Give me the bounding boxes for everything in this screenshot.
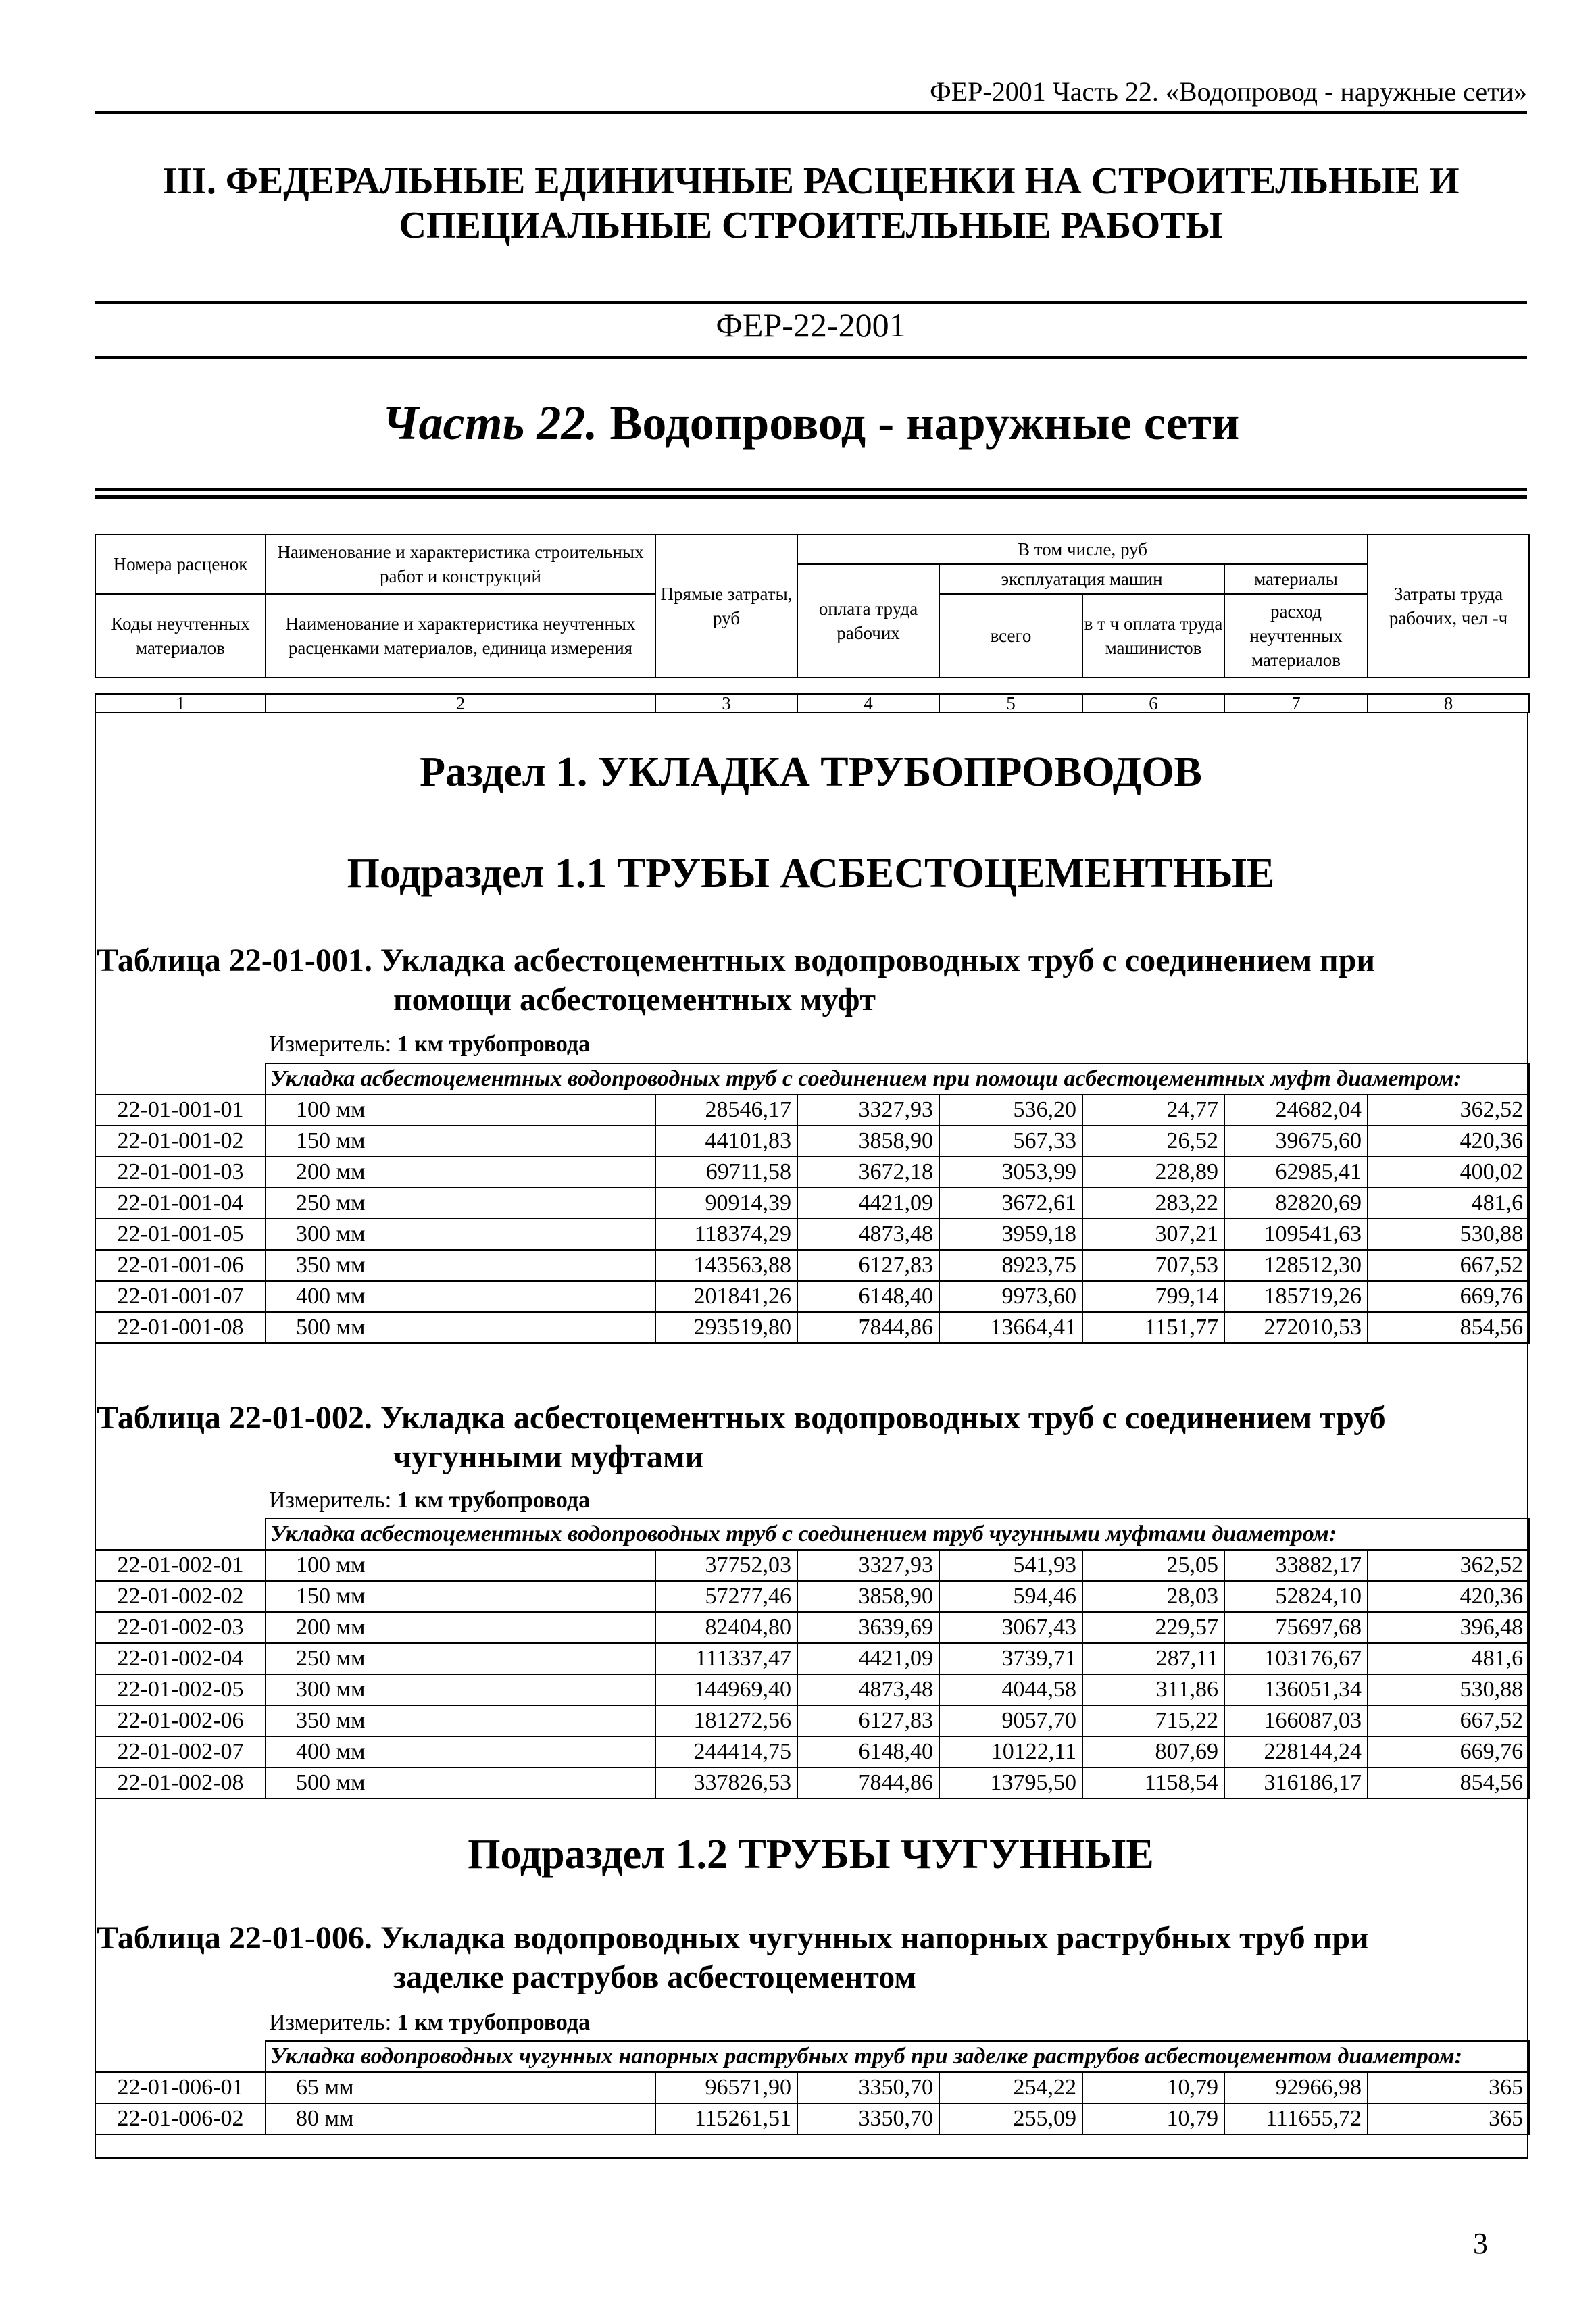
labor-hours: 365 [1368,2103,1529,2134]
table-title-line-1: Таблица 22-01-001. Укладка асбестоцементных водопроводных труб с соединением при [97,942,1376,978]
pipe-diameter: 100 мм [266,1095,655,1126]
col-codes-unaccounted: Коды неучтенных материалов [95,594,266,678]
driver-pay: 26,52 [1082,1126,1224,1157]
materials-cost: 272010,53 [1224,1312,1368,1343]
labor-pay: 3327,93 [797,1095,939,1126]
machine-total: 3959,18 [939,1219,1082,1250]
labor-hours: 854,56 [1368,1767,1529,1799]
driver-pay: 10,79 [1082,2103,1224,2134]
col-num: 5 [939,694,1082,713]
measure-value: 1 км трубопровода [397,1488,591,1513]
labor-pay: 4873,48 [797,1674,939,1705]
measure-unit [269,1032,590,1057]
machine-total: 594,46 [939,1581,1082,1612]
part-title [95,395,1527,451]
direct-costs: 82404,80 [655,1612,797,1643]
table-row [95,1674,1529,1705]
driver-pay: 28,03 [1082,1581,1224,1612]
materials-cost: 39675,60 [1224,1126,1368,1157]
labor-hours: 667,52 [1368,1705,1529,1736]
driver-pay: 283,22 [1082,1188,1224,1219]
machine-total: 254,22 [939,2072,1082,2103]
machine-total: 13664,41 [939,1312,1082,1343]
pipe-diameter: 350 мм [266,1705,655,1736]
col-num: 1 [95,694,266,713]
pipe-diameter: 200 мм [266,1157,655,1188]
labor-pay: 3672,18 [797,1157,939,1188]
measure-unit [269,1488,590,1513]
direct-costs: 337826,53 [655,1767,797,1799]
subsection-title: Подраздел 1.2 ТРУБЫ ЧУГУННЫЕ [468,1832,1154,1878]
table-description: Укладка водопроводных чугунных напорных раструбных труб при заделке раструбов асбестоцементом диаметром: [266,2041,1529,2072]
driver-pay: 10,79 [1082,2072,1224,2103]
rate-code: 22-01-006-02 [95,2103,266,2134]
labor-pay: 3858,90 [797,1126,939,1157]
direct-costs: 28546,17 [655,1095,797,1126]
table-title-line-1: Таблица 22-01-006. Укладка водопроводных чугунных напорных раструбных труб при [97,1920,1369,1956]
rate-code: 22-01-001-04 [95,1188,266,1219]
pipe-diameter: 150 мм [266,1126,655,1157]
direct-costs: 57277,46 [655,1581,797,1612]
direct-costs: 115261,51 [655,2103,797,2134]
labor-hours: 481,6 [1368,1188,1529,1219]
rate-code: 22-01-001-06 [95,1250,266,1281]
direct-costs: 111337,47 [655,1643,797,1674]
rate-code: 22-01-006-01 [95,2072,266,2103]
table-row [95,1095,1529,1126]
col-unaccounted-name: Наименование и характеристика неучтенных расценками материалов, единица измерения [266,594,655,678]
table-title-line-2: помощи асбестоцементных муфт [393,982,876,1017]
table-row [95,1188,1529,1219]
table-title [95,1399,1527,1477]
main-title-line-2: СПЕЦИАЛЬНЫЕ СТРОИТЕЛЬНЫЕ РАБОТЫ [399,205,1223,247]
table-row [95,1219,1529,1250]
labor-hours: 530,88 [1368,1219,1529,1250]
direct-costs: 90914,39 [655,1188,797,1219]
driver-pay: 311,86 [1082,1674,1224,1705]
table-title [95,941,1527,1020]
labor-pay: 3350,70 [797,2072,939,2103]
pipe-diameter: 300 мм [266,1219,655,1250]
table-row [95,1612,1529,1643]
labor-pay: 6127,83 [797,1705,939,1736]
labor-pay: 3327,93 [797,1550,939,1581]
rates-table [95,1063,1530,1344]
labor-hours: 854,56 [1368,1312,1529,1343]
table-description: Укладка асбестоцементных водопроводных труб с соединением труб чугунными муфтами диаметром: [266,1519,1529,1550]
col-num: 3 [655,694,797,713]
col-num: 2 [266,694,655,713]
col-direct-costs: Прямые затраты, руб [655,534,797,678]
driver-pay: 1158,54 [1082,1767,1224,1799]
direct-costs: 244414,75 [655,1736,797,1767]
materials-cost: 228144,24 [1224,1736,1368,1767]
rate-code: 22-01-002-01 [95,1550,266,1581]
rate-code: 22-01-001-01 [95,1095,266,1126]
measure-label: Измеритель: [269,1488,392,1513]
driver-pay: 25,05 [1082,1550,1224,1581]
machine-total: 9973,60 [939,1281,1082,1312]
table-row [95,1581,1529,1612]
col-rate-numbers: Номера расценок [95,534,266,594]
labor-hours: 396,48 [1368,1612,1529,1643]
pipe-diameter: 400 мм [266,1281,655,1312]
rates-table [95,2040,1530,2135]
code-rule-bottom [95,356,1527,359]
page-number: 3 [1473,2227,1488,2260]
materials-cost: 103176,67 [1224,1643,1368,1674]
col-materials: материалы [1224,564,1368,594]
materials-cost: 136051,34 [1224,1674,1368,1705]
direct-costs: 96571,90 [655,2072,797,2103]
labor-pay: 4421,09 [797,1188,939,1219]
machine-total: 541,93 [939,1550,1082,1581]
pipe-diameter: 65 мм [266,2072,655,2103]
col-unaccounted-use: расход неучтенных материалов [1224,594,1368,678]
labor-pay: 6127,83 [797,1250,939,1281]
direct-costs: 37752,03 [655,1550,797,1581]
measure-value: 1 км трубопровода [397,1032,591,1057]
driver-pay: 24,77 [1082,1095,1224,1126]
col-num: 4 [797,694,939,713]
col-machine-ops: эксплуатация машин [939,564,1224,594]
subsection-title: Подраздел 1.1 ТРУБЫ АСБЕСТОЦЕМЕНТНЫЕ [347,851,1275,897]
rate-code: 22-01-002-04 [95,1643,266,1674]
labor-pay: 7844,86 [797,1767,939,1799]
measure-unit [269,2010,590,2036]
driver-pay: 228,89 [1082,1157,1224,1188]
driver-pay: 807,69 [1082,1736,1224,1767]
table-description: Укладка асбестоцементных водопроводных труб с соединением при помощи асбестоцементных муфт диаметром: [266,1063,1529,1095]
labor-pay: 7844,86 [797,1312,939,1343]
materials-cost: 111655,72 [1224,2103,1368,2134]
driver-pay: 229,57 [1082,1612,1224,1643]
materials-cost: 92966,98 [1224,2072,1368,2103]
col-num: 7 [1224,694,1368,713]
machine-total: 3739,71 [939,1643,1082,1674]
labor-hours: 669,76 [1368,1281,1529,1312]
running-header: ФЕР-2001 Часть 22. «Водопровод - наружные сети» [930,76,1527,107]
labor-pay: 6148,40 [797,1281,939,1312]
rates-table [95,1518,1530,1799]
col-num: 8 [1368,694,1529,713]
rate-code: 22-01-001-02 [95,1126,266,1157]
code-rule-top [95,301,1527,304]
col-work-name: Наименование и характеристика строительных работ и конструкций [266,534,655,594]
rate-code: 22-01-001-08 [95,1312,266,1343]
part-rule-1 [95,488,1527,491]
pipe-diameter: 500 мм [266,1767,655,1799]
col-machine-total: всего [939,594,1082,678]
materials-cost: 75697,68 [1224,1612,1368,1643]
materials-cost: 82820,69 [1224,1188,1368,1219]
machine-total: 3053,99 [939,1157,1082,1188]
materials-cost: 316186,17 [1224,1767,1368,1799]
table-title-line-2: чугунными муфтами [393,1439,704,1475]
direct-costs: 293519,80 [655,1312,797,1343]
measure-label: Измеритель: [269,2010,392,2035]
rate-code: 22-01-002-05 [95,1674,266,1705]
direct-costs: 181272,56 [655,1705,797,1736]
rate-code: 22-01-002-03 [95,1612,266,1643]
section-title: Раздел 1. УКЛАДКА ТРУБОПРОВОДОВ [420,749,1202,795]
driver-pay: 707,53 [1082,1250,1224,1281]
pipe-diameter: 150 мм [266,1581,655,1612]
pipe-diameter: 500 мм [266,1312,655,1343]
rate-code: 22-01-002-06 [95,1705,266,1736]
materials-cost: 128512,30 [1224,1250,1368,1281]
labor-hours: 362,52 [1368,1550,1529,1581]
col-labor-costs: Затраты труда рабочих, чел -ч [1368,534,1529,678]
labor-pay: 3639,69 [797,1612,939,1643]
table-row [95,2103,1529,2134]
labor-hours: 420,36 [1368,1581,1529,1612]
labor-pay: 4873,48 [797,1219,939,1250]
table-row [95,1157,1529,1188]
materials-cost: 166087,03 [1224,1705,1368,1736]
table-row [95,1767,1529,1799]
pipe-diameter: 350 мм [266,1250,655,1281]
main-title-line-1: III. ФЕДЕРАЛЬНЫЕ ЕДИНИЧНЫЕ РАСЦЕНКИ НА СТРОИТЕЛЬНЫЕ И [162,160,1460,202]
pipe-diameter: 400 мм [266,1736,655,1767]
table-row [95,1312,1529,1343]
collection-code: ФЕР-22-2001 [716,306,906,344]
table-title [95,1919,1527,1997]
column-number-row [95,693,1530,713]
labor-pay: 4421,09 [797,1643,939,1674]
rate-code: 22-01-001-03 [95,1157,266,1188]
table-title-line-2: заделке раструбов асбестоцементом [393,1959,916,1995]
labor-hours: 420,36 [1368,1126,1529,1157]
rate-code: 22-01-001-05 [95,1219,266,1250]
direct-costs: 143563,88 [655,1250,797,1281]
driver-pay: 1151,77 [1082,1312,1224,1343]
labor-hours: 362,52 [1368,1095,1529,1126]
labor-hours: 365 [1368,2072,1529,2103]
rate-code: 22-01-002-02 [95,1581,266,1612]
machine-total: 9057,70 [939,1705,1082,1736]
labor-pay: 3350,70 [797,2103,939,2134]
driver-pay: 715,22 [1082,1705,1224,1736]
machine-total: 536,20 [939,1095,1082,1126]
table-row [95,1705,1529,1736]
materials-cost: 52824,10 [1224,1581,1368,1612]
direct-costs: 69711,58 [655,1157,797,1188]
labor-pay: 3858,90 [797,1581,939,1612]
machine-total: 255,09 [939,2103,1082,2134]
measure-label: Измеритель: [269,1032,392,1057]
column-header-table [95,534,1530,678]
direct-costs: 44101,83 [655,1126,797,1157]
measure-value: 1 км трубопровода [397,2010,591,2035]
driver-pay: 287,11 [1082,1643,1224,1674]
pipe-diameter: 300 мм [266,1674,655,1705]
pipe-diameter: 100 мм [266,1550,655,1581]
machine-total: 567,33 [939,1126,1082,1157]
machine-total: 13795,50 [939,1767,1082,1799]
rate-code: 22-01-001-07 [95,1281,266,1312]
direct-costs: 144969,40 [655,1674,797,1705]
col-num: 6 [1082,694,1224,713]
pipe-diameter: 80 мм [266,2103,655,2134]
labor-pay: 6148,40 [797,1736,939,1767]
driver-pay: 799,14 [1082,1281,1224,1312]
table-row [95,1550,1529,1581]
materials-cost: 33882,17 [1224,1550,1368,1581]
direct-costs: 201841,26 [655,1281,797,1312]
rate-code: 22-01-002-08 [95,1767,266,1799]
materials-cost: 24682,04 [1224,1095,1368,1126]
part-rule-2 [95,495,1527,499]
table-row [95,1126,1529,1157]
direct-costs: 118374,29 [655,1219,797,1250]
document-main-title [95,159,1527,248]
materials-cost: 62985,41 [1224,1157,1368,1188]
machine-total: 3067,43 [939,1612,1082,1643]
table-row [95,2072,1529,2103]
table-row [95,1736,1529,1767]
col-including: В том числе, руб [797,534,1368,564]
machine-total: 4044,58 [939,1674,1082,1705]
pipe-diameter: 250 мм [266,1643,655,1674]
labor-hours: 400,02 [1368,1157,1529,1188]
table-row [95,1643,1529,1674]
table-row [95,1281,1529,1312]
col-labor-pay: оплата труда рабочих [797,564,939,678]
col-driver-pay: в т ч оплата труда машинистов [1082,594,1224,678]
labor-hours: 530,88 [1368,1674,1529,1705]
labor-hours: 669,76 [1368,1736,1529,1767]
machine-total: 10122,11 [939,1736,1082,1767]
materials-cost: 109541,63 [1224,1219,1368,1250]
labor-hours: 481,6 [1368,1643,1529,1674]
rate-code: 22-01-002-07 [95,1736,266,1767]
pipe-diameter: 200 мм [266,1612,655,1643]
machine-total: 8923,75 [939,1250,1082,1281]
table-row [95,1250,1529,1281]
machine-total: 3672,61 [939,1188,1082,1219]
driver-pay: 307,21 [1082,1219,1224,1250]
pipe-diameter: 250 мм [266,1188,655,1219]
part-name: Водопровод - наружные сети [609,396,1240,450]
header-rule [95,111,1527,114]
part-prefix: Часть 22. [382,396,598,450]
labor-hours: 667,52 [1368,1250,1529,1281]
materials-cost: 185719,26 [1224,1281,1368,1312]
table-title-line-1: Таблица 22-01-002. Укладка асбестоцементных водопроводных труб с соединением труб [97,1400,1386,1436]
